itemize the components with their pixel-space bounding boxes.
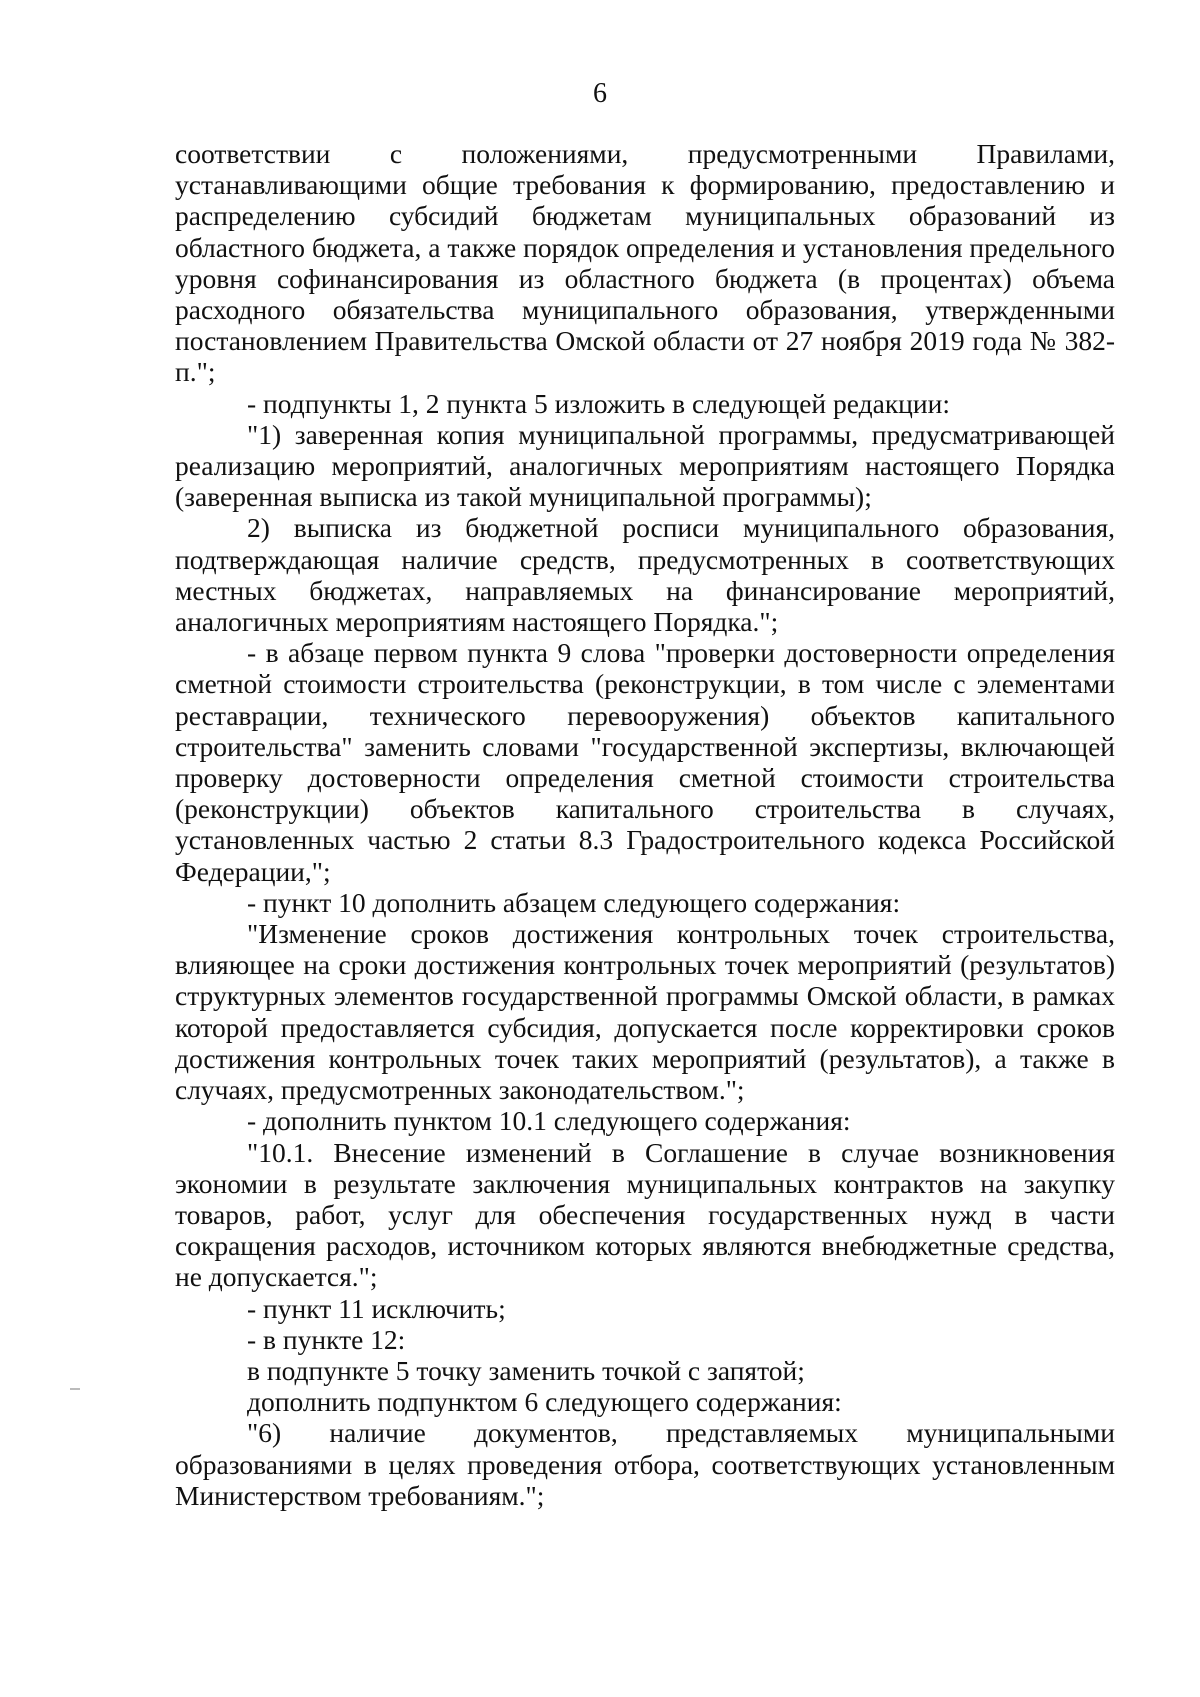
paragraph-point-10-1: - дополнить пунктом 10.1 следующего содержания: [247, 1105, 851, 1137]
paragraph-point-12-sub-6-text: "6) наличие документов, представляемых муниципальными образованиями в целях проведения отбора, соответствующих установленным Министерством требованиям."; [175, 1417, 1115, 1511]
paragraph-item-1: "1) заверенная копия муниципальной программы, предусматривающей реализацию мероприятий, аналогичных мероприятиям настоящего Порядка (заверенная выписка из такой муниципальной программы); [175, 418, 1115, 513]
paragraph-point-10: - пункт 10 дополнить абзацем следующего содержания: [247, 886, 901, 918]
paragraph-point-12: - в пункте 12: [247, 1323, 406, 1355]
paragraph-continuation: соответствии с положениями, предусмотренными Правилами, устанавливающими общие требования к формированию, предоставлению и распределению субсидий бюджетам муниципальных образований из областного бюджета, а также порядок определения и установления предельного уровня софинансирования из областного бюджета (в процентах) объема расходного обязательства муниципального образования, утвержденными постановлением Правительства Омской области от 27 ноября 2019 года № 382-п."; [175, 138, 1115, 388]
paragraph-point-12-sub-5: в подпункте 5 точку заменить точкой с запятой; [247, 1354, 805, 1386]
paragraph-subpoints-5: - подпункты 1, 2 пункта 5 изложить в следующей редакции: [247, 387, 950, 419]
paragraph-point-9: - в абзаце первом пункта 9 слова "проверки достоверности определения сметной стоимости строительства (реконструкции, в том числе с элементами реставрации, технического перевооружения) объектов капитального строительства" заменить словами "государственной экспертизы, включающей проверку достоверности определения сметной стоимости строительства (реконструкции) объектов капитального строительства в случаях, установленных частью 2 статьи 8.3 Градостроительного кодекса Российской Федерации,"; [175, 637, 1115, 887]
paragraph-point-10-text: "Изменение сроков достижения контрольных точек строительства, влияющее на сроки достижения контрольных точек мероприятий (результатов) структурных элементов государственной программы Омской области, в рамках которой предоставляется субсидия, допускается после корректировки сроков достижения контрольных точек таких мероприятий (результатов), а также в случаях, предусмотренных законодательством."; [175, 918, 1115, 1106]
paragraph-point-11: - пункт 11 исключить; [247, 1292, 506, 1324]
paragraph-item-2: 2) выписка из бюджетной росписи муниципального образования, подтверждающая наличие средств, предусмотренных в соответствующих местных бюджетах, направляемых на финансирование мероприятий, аналогичных мероприятиям настоящего Порядка."; [175, 512, 1115, 638]
document-body [175, 138, 1115, 1511]
page-number: 6 [593, 78, 607, 109]
paragraph-point-12-add-6: дополнить подпунктом 6 следующего содержания: [247, 1386, 842, 1418]
paragraph-point-10-1-text: "10.1. Внесение изменений в Соглашение в случае возникновения экономии в результате заключения муниципальных контрактов на закупку товаров, работ, услуг для обеспечения государственных нужд в части сокращения расходов, источником которых являются внебюджетные средства, не допускается."; [175, 1136, 1115, 1293]
scan-margin-mark [70, 1388, 80, 1390]
